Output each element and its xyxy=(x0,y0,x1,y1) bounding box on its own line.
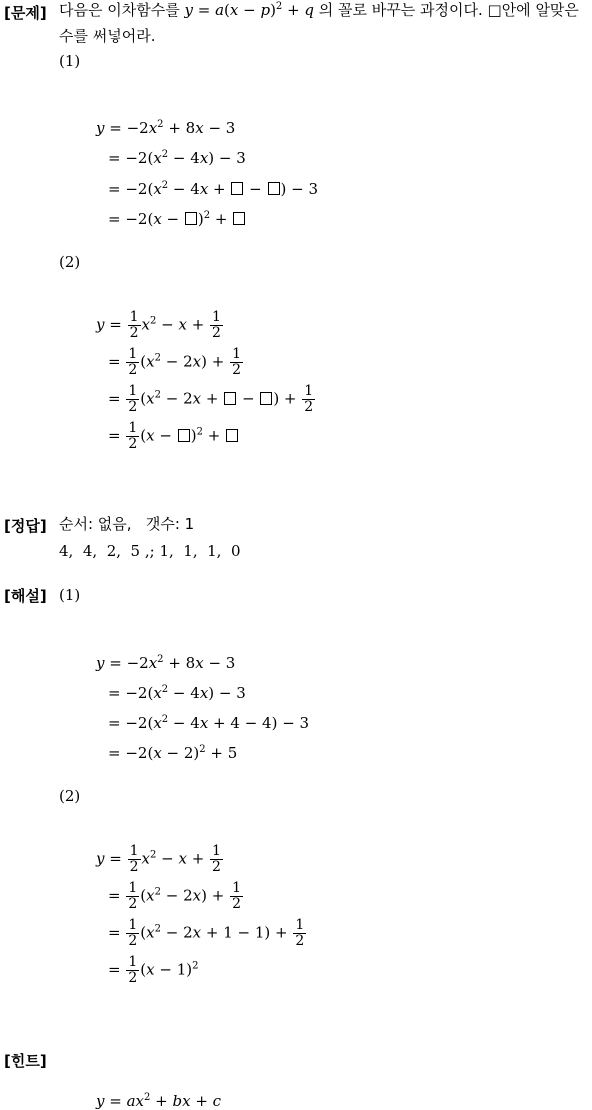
problem1-eq1: $y = -2x^2 + 8x - 3$ xyxy=(96,119,236,137)
explanation1-eq3: = $-2(x^2 - 4x + 4 - 4) - 3$ xyxy=(108,714,310,732)
answer-meta: 순서: 없음, 갯수: 1 xyxy=(59,515,195,533)
problem1-eq2: = $-2(x^2 - 4x) - 3$ xyxy=(108,149,246,167)
problem-text-line1: 다음은 이차함수를 $y = a(x - p)^2 + q$ 의 꼴로 바꾸는 과정이다. □안에 알맞은 xyxy=(59,1,579,19)
blank-box xyxy=(233,212,245,225)
explanation1-eq4: = $-2(x - 2)^2 + 5$ xyxy=(108,744,238,762)
explanation2-eq3: = $\frac{1}{2}$ $(x^2 - 2x + 1 - 1)$ + $\frac{1}{2}$ xyxy=(108,917,305,949)
blank-box xyxy=(226,429,238,442)
hint-eq: $y = ax^2$ + bx + c xyxy=(96,1092,222,1110)
explanation2-eq4: = $\frac{1}{2}$ $(x - 1)^2$ xyxy=(108,954,199,986)
blank-box xyxy=(224,392,236,405)
answer-label: [정답] xyxy=(4,517,47,535)
problem2-eq3: = $\frac{1}{2}$ ($x^2 - 2x$ + − ) + $\frac{1}{2}$ xyxy=(108,383,314,415)
problem-part2-label: (2) xyxy=(59,253,81,271)
problem1-eq3: = $-2(x^2 - 4x$ + − ) − 3 xyxy=(108,180,318,198)
explanation-part2-label: (2) xyxy=(59,787,81,805)
hint-label: [힌트] xyxy=(4,1052,47,1070)
explanation2-eq1: y = $\frac{1}{2}$ $x^2 - x$ + $\frac{1}{2}$ xyxy=(96,843,221,875)
problem1-eq4: = $-2(x - )^2$ + xyxy=(108,210,246,228)
answer-values: 4, 4, 2, 5 ,; 1, 1, 1, 0 xyxy=(59,542,241,560)
explanation-part1-label: (1) xyxy=(59,586,81,604)
blank-box xyxy=(178,429,190,442)
explanation2-eq2: = $\frac{1}{2}$ $(x^2 - 2x)$ + $\frac{1}{2}$ xyxy=(108,880,241,912)
blank-box xyxy=(231,182,243,195)
problem2-eq2: = $\frac{1}{2}$ $(x^2 - 2x)$ + $\frac{1}{2}$ xyxy=(108,346,241,378)
problem-part1-label: (1) xyxy=(59,52,81,70)
explanation1-eq2: = $-2(x^2 - 4x) - 3$ xyxy=(108,684,246,702)
explanation1-eq1: $y = -2x^2 + 8x - 3$ xyxy=(96,654,236,672)
blank-box xyxy=(185,212,197,225)
problem2-eq1: y = $\frac{1}{2}$ $x^2 - x$ + $\frac{1}{2}$ xyxy=(96,309,221,341)
problem-text-line2: 수를 써넣어라. xyxy=(59,27,156,45)
blank-box xyxy=(260,392,272,405)
blank-box xyxy=(268,182,280,195)
problem2-eq4: = $\frac{1}{2}$ $(x - )^2$ + xyxy=(108,421,239,452)
explanation-label: [해설] xyxy=(4,587,47,605)
problem-label: [문제] xyxy=(4,4,47,22)
